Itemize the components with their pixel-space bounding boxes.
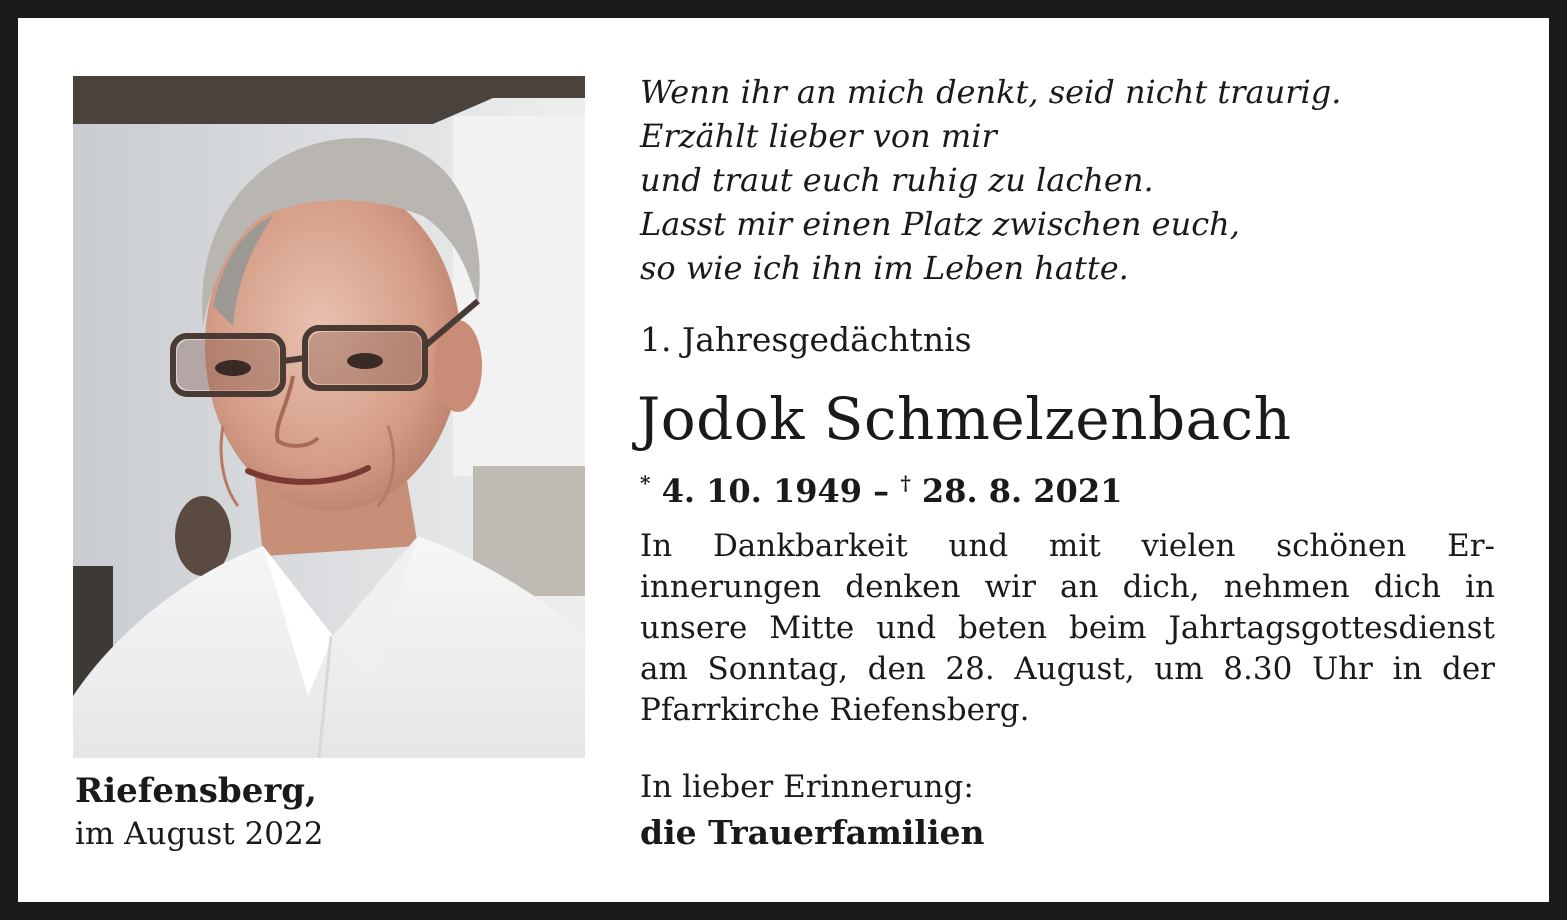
born-symbol: * [640,471,651,495]
death-date: 28. 8. 2021 [921,472,1123,510]
poem-line: Lasst mir einen Platz zwischen euch, [640,205,1240,243]
died-symbol: † [900,471,911,495]
memorial-text [640,526,1495,731]
memorial-line: innerungen denken wir an dich, nehmen dich in [640,569,1495,605]
poem-line: Erzählt lieber von mir [640,117,997,155]
deceased-name: Jodok Schmelzenbach [637,385,1292,453]
memorial-line: unsere Mitte und beten beim Jahrtagsgottesdienst [640,610,1495,646]
poem-line: und traut euch ruhig zu lachen. [640,161,1154,199]
obituary-card [18,18,1549,902]
memorial-line: am Sonntag, den 28. August, um 8.30 Uhr in der [640,651,1495,687]
signatory: die Trauerfamilien [640,813,985,852]
birth-date: 4. 10. 1949 [661,472,863,510]
memorial-line: In Dankbarkeit und mit vielen schönen Er- [640,528,1495,564]
portrait-photo [73,76,585,758]
remembrance-label: In lieber Erinnerung: [640,769,974,805]
date-separator: – [873,472,890,510]
anniversary-label: 1. Jahresgedächtnis [640,320,972,359]
life-dates [640,462,1122,512]
poem-line: Wenn ihr an mich denkt, seid nicht traurig. [640,73,1342,111]
location-place: Riefensberg, [75,771,317,811]
location-date: im August 2022 [75,816,324,852]
memorial-line: Pfarrkirche Riefensberg. [640,692,1030,728]
poem-line: so wie ich ihn im Leben hatte. [640,249,1129,287]
poem [640,70,1495,290]
poem-block [640,70,1495,290]
portrait-image [73,76,585,758]
